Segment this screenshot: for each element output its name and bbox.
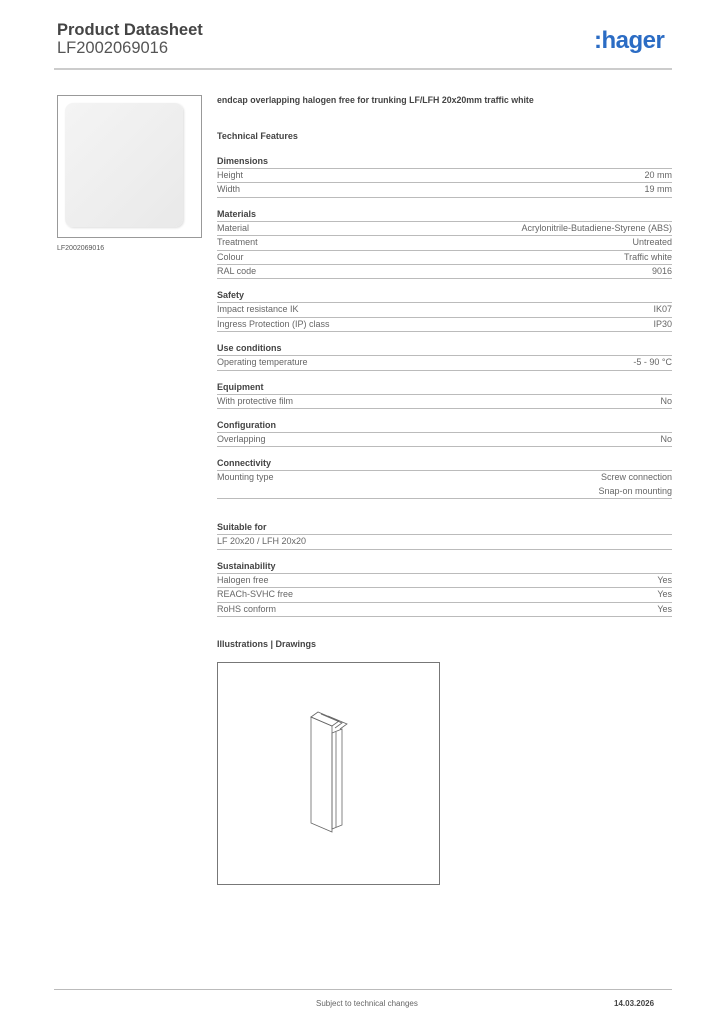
section-heading: Materials xyxy=(217,208,672,222)
spec-row xyxy=(217,265,672,279)
illustrations-heading: Illustrations | Drawings xyxy=(217,638,317,649)
spec-label: Treatment xyxy=(217,237,258,248)
spec-section xyxy=(217,381,672,409)
section-heading: Sustainability xyxy=(217,560,672,574)
spec-section xyxy=(217,419,672,447)
spec-value: IP30 xyxy=(653,318,672,329)
spec-value: Yes xyxy=(657,574,672,585)
spec-row xyxy=(217,535,672,549)
spec-row xyxy=(217,395,672,409)
endcap-photo xyxy=(65,103,183,227)
spec-label: LF 20x20 / LFH 20x20 xyxy=(217,536,307,547)
spec-label: Material xyxy=(217,222,250,233)
spec-row xyxy=(217,588,672,602)
spec-row xyxy=(217,222,672,236)
product-code: LF2002069016 xyxy=(57,39,169,57)
technical-features-heading: Technical Features xyxy=(217,131,298,141)
spec-section xyxy=(217,208,672,280)
footer-note: Subject to technical changes xyxy=(316,999,418,1008)
spec-row xyxy=(217,318,672,332)
spec-section xyxy=(217,342,672,370)
spec-value: Untreated xyxy=(632,237,672,248)
spec-value: 20 mm xyxy=(644,170,672,180)
spec-row xyxy=(217,303,672,317)
spec-value: Yes xyxy=(657,603,672,614)
endcap-drawing-icon xyxy=(218,663,439,884)
page-title: Product Datasheet xyxy=(57,21,203,39)
footer-divider xyxy=(54,989,672,990)
spec-label: Height xyxy=(217,170,244,180)
spec-row xyxy=(217,183,672,197)
spec-value: -5 - 90 °C xyxy=(633,357,672,368)
spec-row xyxy=(217,251,672,265)
section-heading: Equipment xyxy=(217,381,672,395)
spec-row xyxy=(217,471,672,499)
spec-label: REACh-SVHC free xyxy=(217,589,294,600)
header-divider xyxy=(54,68,672,70)
footer-date: 14.03.2026 xyxy=(614,999,655,1008)
product-details xyxy=(217,95,672,653)
spec-row xyxy=(217,433,672,447)
spec-value: 19 mm xyxy=(644,184,672,195)
spec-row xyxy=(217,356,672,370)
spec-label: Mounting type xyxy=(217,472,274,483)
spec-label: RAL code xyxy=(217,266,257,277)
spec-value: No xyxy=(660,434,672,445)
spec-value: Yes xyxy=(657,589,672,600)
spec-label: Colour xyxy=(217,251,244,262)
spec-value: Acrylonitrile-Butadiene-Styrene (ABS) xyxy=(521,222,672,233)
spec-section xyxy=(217,155,672,198)
spec-label: Operating temperature xyxy=(217,357,308,368)
spec-row xyxy=(217,169,672,183)
spec-value: No xyxy=(660,395,672,406)
section-heading: Connectivity xyxy=(217,457,672,471)
spec-section xyxy=(217,560,672,617)
spec-value: IK07 xyxy=(653,304,672,315)
spec-value: Screw connection Snap-on mounting xyxy=(598,472,672,496)
spec-label: Overlapping xyxy=(217,434,266,445)
section-heading: Suitable for xyxy=(217,521,672,535)
spec-label: With protective film xyxy=(217,395,294,406)
spec-row xyxy=(217,574,672,588)
spec-label: Impact resistance IK xyxy=(217,304,299,315)
hager-logo: :hager xyxy=(594,27,665,54)
product-image-caption: LF2002069016 xyxy=(57,245,105,252)
spec-label: Width xyxy=(217,184,241,195)
spec-label: Ingress Protection (IP) class xyxy=(217,318,330,329)
spec-section xyxy=(217,289,672,332)
product-image xyxy=(57,95,202,238)
section-heading: Use conditions xyxy=(217,342,672,356)
spec-value: Traffic white xyxy=(623,251,672,262)
spec-row xyxy=(217,603,672,617)
spec-label: RoHS conform xyxy=(217,603,277,614)
product-description: endcap overlapping halogen free for trunking LF/LFH 20x20mm traffic white xyxy=(217,95,534,105)
spec-sections xyxy=(217,155,672,617)
section-heading: Safety xyxy=(217,289,672,303)
spec-section xyxy=(217,521,672,549)
spec-label: Halogen free xyxy=(217,574,269,585)
section-heading: Configuration xyxy=(217,419,672,433)
spec-section xyxy=(217,457,672,499)
spec-value: 9016 xyxy=(651,266,672,277)
section-heading: Dimensions xyxy=(217,155,672,169)
spec-row xyxy=(217,236,672,250)
technical-drawing xyxy=(217,662,440,885)
